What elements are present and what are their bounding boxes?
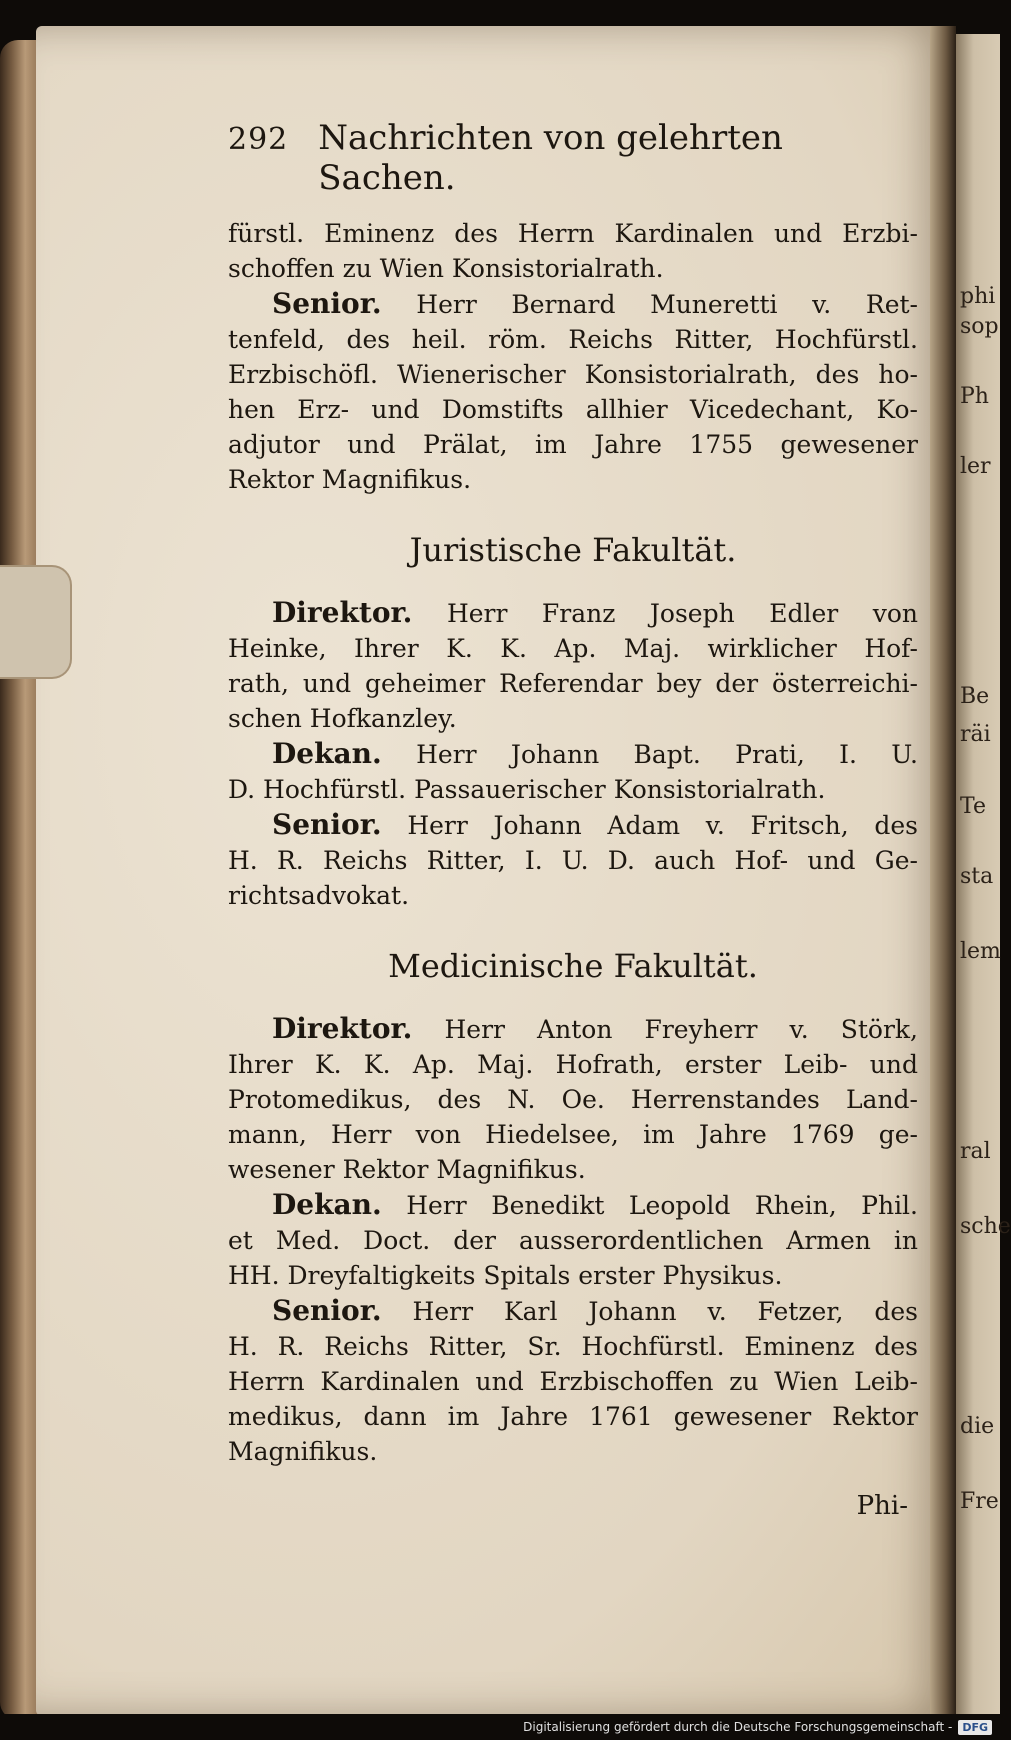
next-page-fragment: ral	[960, 1139, 991, 1164]
next-page-strip	[956, 34, 1011, 1714]
text-line: Ihrer K. K. Ap. Maj. Hofrath, erster Leib- und	[228, 1050, 918, 1079]
senior-entry-line	[228, 286, 918, 322]
running-title: Nachrichten von gelehrten Sachen.	[318, 118, 783, 198]
book-clasp	[0, 565, 72, 679]
section-heading-juristische: Juristische Fakultät.	[409, 531, 737, 569]
next-page-fragment: Te	[960, 794, 986, 819]
text-line: Magnifikus.	[228, 1437, 378, 1466]
text-line: wesener Rektor Magnifikus.	[228, 1155, 586, 1184]
text-line: rath, und geheimer Referendar bey der österreichi-	[228, 669, 918, 698]
text-line: adjutor und Prälat, im Jahre 1755 gewesener	[228, 430, 918, 459]
text-line: richtsadvokat.	[228, 881, 410, 910]
text-line: H. R. Reichs Ritter, Sr. Hochfürstl. Eminenz des	[228, 1332, 918, 1361]
text-line: schen Hofkanzley.	[228, 704, 457, 733]
text-line: Herr Bernard Muneretti v. Ret-	[416, 290, 918, 319]
dfg-logo: DFG	[958, 1720, 992, 1735]
role-label: Dekan.	[272, 1188, 382, 1221]
role-label: Senior.	[272, 287, 382, 320]
next-page-fragment: Be	[960, 684, 990, 709]
page-text	[228, 118, 918, 1521]
next-page-fragment: ler	[960, 454, 991, 479]
text-line: Herrn Kardinalen und Erzbischoffen zu Wien Leib-	[228, 1367, 918, 1396]
text-line: Herr Johann Bapt. Prati, I. U.	[416, 740, 919, 769]
next-page-fragment: lem	[960, 939, 1001, 964]
text-line: Herr Benedikt Leopold Rhein, Phil.	[406, 1191, 919, 1220]
text-line: Herr Karl Johann v. Fetzer, des	[412, 1297, 918, 1326]
direktor-entry-line	[228, 595, 918, 631]
next-page-fragment: die	[960, 1414, 995, 1439]
next-page-fragment: sta	[960, 864, 994, 889]
text-line: mann, Herr von Hiedelsee, im Jahre 1769 ge-	[228, 1120, 918, 1149]
book-gutter	[930, 26, 956, 1716]
role-label: Direktor.	[272, 596, 413, 629]
direktor-entry-line	[228, 1011, 918, 1047]
section-heading-medicinische: Medicinische Fakultät.	[388, 947, 758, 985]
text-line: Herr Anton Freyherr v. Störk,	[444, 1015, 918, 1044]
text-line: medikus, dann im Jahre 1761 gewesener Rektor	[228, 1402, 918, 1431]
next-page-fragment: Ph	[960, 384, 989, 409]
credit-text: Digitalisierung gefördert durch die Deutsche Forschungsgemeinschaft -	[523, 1720, 953, 1734]
text-line: Herr Franz Joseph Edler von	[446, 599, 918, 628]
role-label: Dekan.	[272, 737, 382, 770]
text-line: Protomedikus, des N. Oe. Herrenstandes Land-	[228, 1085, 918, 1114]
dekan-entry-line	[228, 1187, 918, 1223]
next-page-fragment: sop	[960, 314, 999, 339]
next-page-fragment: sche	[960, 1214, 1011, 1239]
page-number: 292	[228, 122, 289, 157]
text-line: tenfeld, des heil. röm. Reichs Ritter, Hochfürstl.	[228, 325, 918, 354]
role-label: Senior.	[272, 1294, 382, 1327]
text-line: Herr Johann Adam v. Fritsch, des	[407, 811, 918, 840]
text-line: H. R. Reichs Ritter, I. U. D. auch Hof- und Ge-	[228, 846, 918, 875]
role-label: Direktor.	[272, 1012, 413, 1045]
catchword: Phi-	[856, 1491, 908, 1521]
senior-entry-line	[228, 1293, 918, 1329]
senior-entry-line	[228, 807, 918, 843]
next-page-fragment: Fre	[960, 1489, 999, 1514]
next-page-fragment: räi	[960, 722, 991, 747]
text-line: D. Hochfürstl. Passauerischer Konsistorialrath.	[228, 775, 826, 804]
role-label: Senior.	[272, 808, 382, 841]
text-line: hen Erz- und Domstifts allhier Vicedechant, Ko-	[228, 395, 918, 424]
text-line: schoffen zu Wien Konsistorialrath.	[228, 254, 664, 283]
text-line: fürstl. Eminenz des Herrn Kardinalen und Erzbi-	[228, 219, 918, 248]
dekan-entry-line	[228, 736, 918, 772]
text-line: Rektor Magnifikus.	[228, 465, 472, 494]
digitization-credit-bar	[0, 1714, 1000, 1740]
text-line: Erzbischöfl. Wienerischer Konsistorialrath, des ho-	[228, 360, 918, 389]
next-page-fragment: phi	[960, 284, 996, 309]
text-line: et Med. Doct. der ausserordentlichen Armen in	[228, 1226, 918, 1255]
text-line: Heinke, Ihrer K. K. Ap. Maj. wirklicher Hof-	[228, 634, 918, 663]
page-header	[228, 118, 918, 198]
text-line: HH. Dreyfaltigkeits Spitals erster Physikus.	[228, 1261, 783, 1290]
